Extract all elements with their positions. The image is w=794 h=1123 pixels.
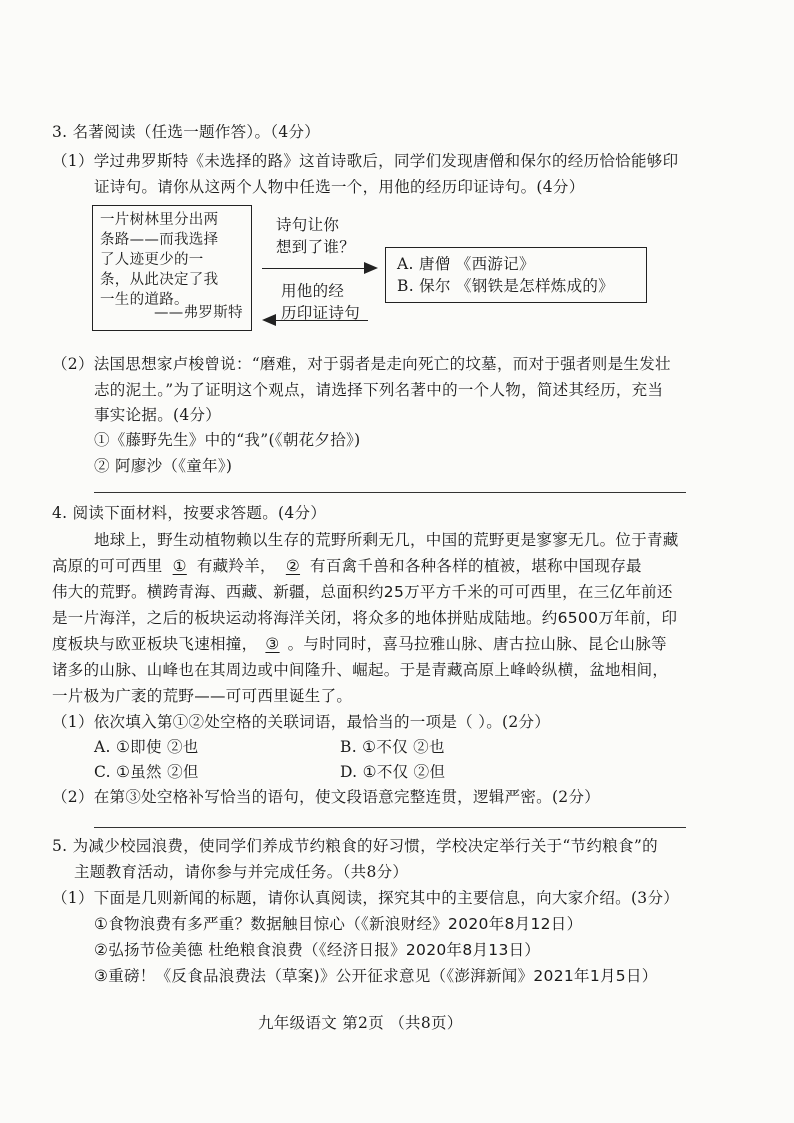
poem-line-4: 条，从此决定了我 (100, 272, 219, 288)
q3-title: 3. 名著阅读（任选一题作答）。（4分） (52, 123, 321, 141)
q4-para-line6: 诸多的山脉、山峰也在其周边或中间隆升、崛起。于是青藏高原上峰岭纵横，盆地相间， (52, 661, 669, 679)
q4-para-line7: 一片极为广袤的荒野——可可西里诞生了。 (52, 687, 353, 705)
q3-part2-line2: 志的泥土。”为了证明这个观点，请选择下列名著中的一个人物，简述其经历，充当 (94, 381, 664, 399)
q4-option-a: A. ①即使 ②也 (94, 738, 199, 756)
q3-part1-line1: （1）学过弗罗斯特《未选择的路》这首诗歌后，同学们发现唐僧和保尔的经历恰恰能够印 (52, 152, 679, 170)
news-item-2: ②弘扬节俭美德 杜绝粮食浪费（《经济日报》2020年8月13日） (94, 941, 541, 959)
poem-author: ——弗罗斯特 (154, 305, 243, 321)
q5-sub1: （1）下面是几则新闻的标题，请你认真阅读，探究其中的主要信息，向大家介绍。(3分） (52, 889, 680, 907)
answer-line-q4 (94, 827, 686, 828)
answer-line-q3 (94, 492, 686, 493)
q4-title: 4. 阅读下面材料，按要求答题。(4分） (52, 504, 327, 522)
arrow-top-label-1: 诗句让你 (276, 216, 340, 234)
q3-part2-choice2: ② 阿廖沙（《童年》) (94, 457, 233, 475)
poem-line-5: 一生的道路。 (100, 292, 189, 308)
poem-line-2: 条路——而我选择 (100, 232, 219, 248)
q4-para-line3: 伟大的荒野。横跨青海、西藏、新疆，总面积约25万平方千米的可可西里，在三亿年前还 (52, 583, 673, 601)
poem-line-1: 一片树林里分出两 (100, 212, 219, 228)
arrow-bottom-label-1: 用他的经 (281, 282, 345, 300)
q4-para-line2: 高原的可可西里 ① 有藏羚羊， ② 有百禽千兽和各种各样的植被，堪称中国现存最 (52, 557, 642, 575)
news-item-3: ③重磅！《反食品浪费法（草案)》公开征求意见（《澎湃新闻》2021年1月5日） (94, 967, 658, 985)
q3-part1-line2: 证诗句。请你从这两个人物中任选一个，用他的经历印证诗句。(4分） (94, 178, 585, 196)
poem-line-3: 了人迹更少的一 (100, 252, 204, 268)
q4-para-line4: 是一片海洋，之后的板块运动将海洋关闭，将众多的地体拼贴成陆地。约6500万年前，印 (52, 609, 678, 627)
q4-para-line5: 度板块与欧亚板块飞速相撞， ③ 。与时同时，喜马拉雅山脉、唐古拉山脉、昆仑山脉等 (52, 635, 667, 653)
blank-2: ② (285, 557, 301, 575)
arrow-left (276, 320, 368, 321)
blank-1: ① (172, 557, 187, 575)
arrow-top-label-2: 想到了谁？ (276, 238, 356, 256)
arrow-right (262, 268, 368, 269)
q4-option-c: C. ①虽然 ②但 (94, 763, 199, 781)
arrow-left-head-icon (262, 314, 276, 326)
option-a: A. 唐僧 《西游记》 (397, 255, 535, 273)
arrow-right-head-icon (364, 262, 378, 274)
q3-part2-line3: 事实论据。(4分） (94, 406, 222, 424)
q4-sub1: （1）依次填入第①②处空格的关联词语，最恰当的一项是（ ）。(2分） (52, 713, 551, 731)
arrow-bottom-label-2: 历印证诗句 (281, 304, 361, 322)
q5-title-line1: 5. 为减少校园浪费，使同学们养成节约粮食的好习惯，学校决定举行关于“节约粮食”的 (52, 837, 658, 855)
q5-title-line2: 主题教育活动，请你参与并完成任务。（共8分） (74, 863, 409, 881)
option-b: B. 保尔 《钢铁是怎样炼成的》 (397, 277, 614, 295)
q4-option-d: D. ①不仅 ②但 (340, 763, 446, 781)
news-item-1: ①食物浪费有多严重？数据触目惊心（《新浪财经》2020年8月12日） (94, 915, 583, 933)
q4-sub2: （2）在第③处空格补写恰当的语句，使文段语意完整连贯，逻辑严密。(2分） (52, 788, 601, 806)
q3-part2-line1: （2）法国思想家卢梭曾说：“磨难，对于弱者是走向死亡的坟墓，而对于强者则是生发壮 (52, 355, 671, 373)
q4-para-line1: 地球上，野生动植物赖以生存的荒野所剩无几，中国的荒野更是寥寥无几。位于青藏 (94, 531, 679, 549)
q3-part2-choice1: ①《藤野先生》中的“我”(《朝花夕拾》) (94, 431, 361, 449)
q4-option-b: B. ①不仅 ②也 (340, 738, 445, 756)
page-footer: 九年级语文 第2页 （共8页） (258, 1014, 463, 1032)
blank-3: ③ (265, 635, 280, 653)
